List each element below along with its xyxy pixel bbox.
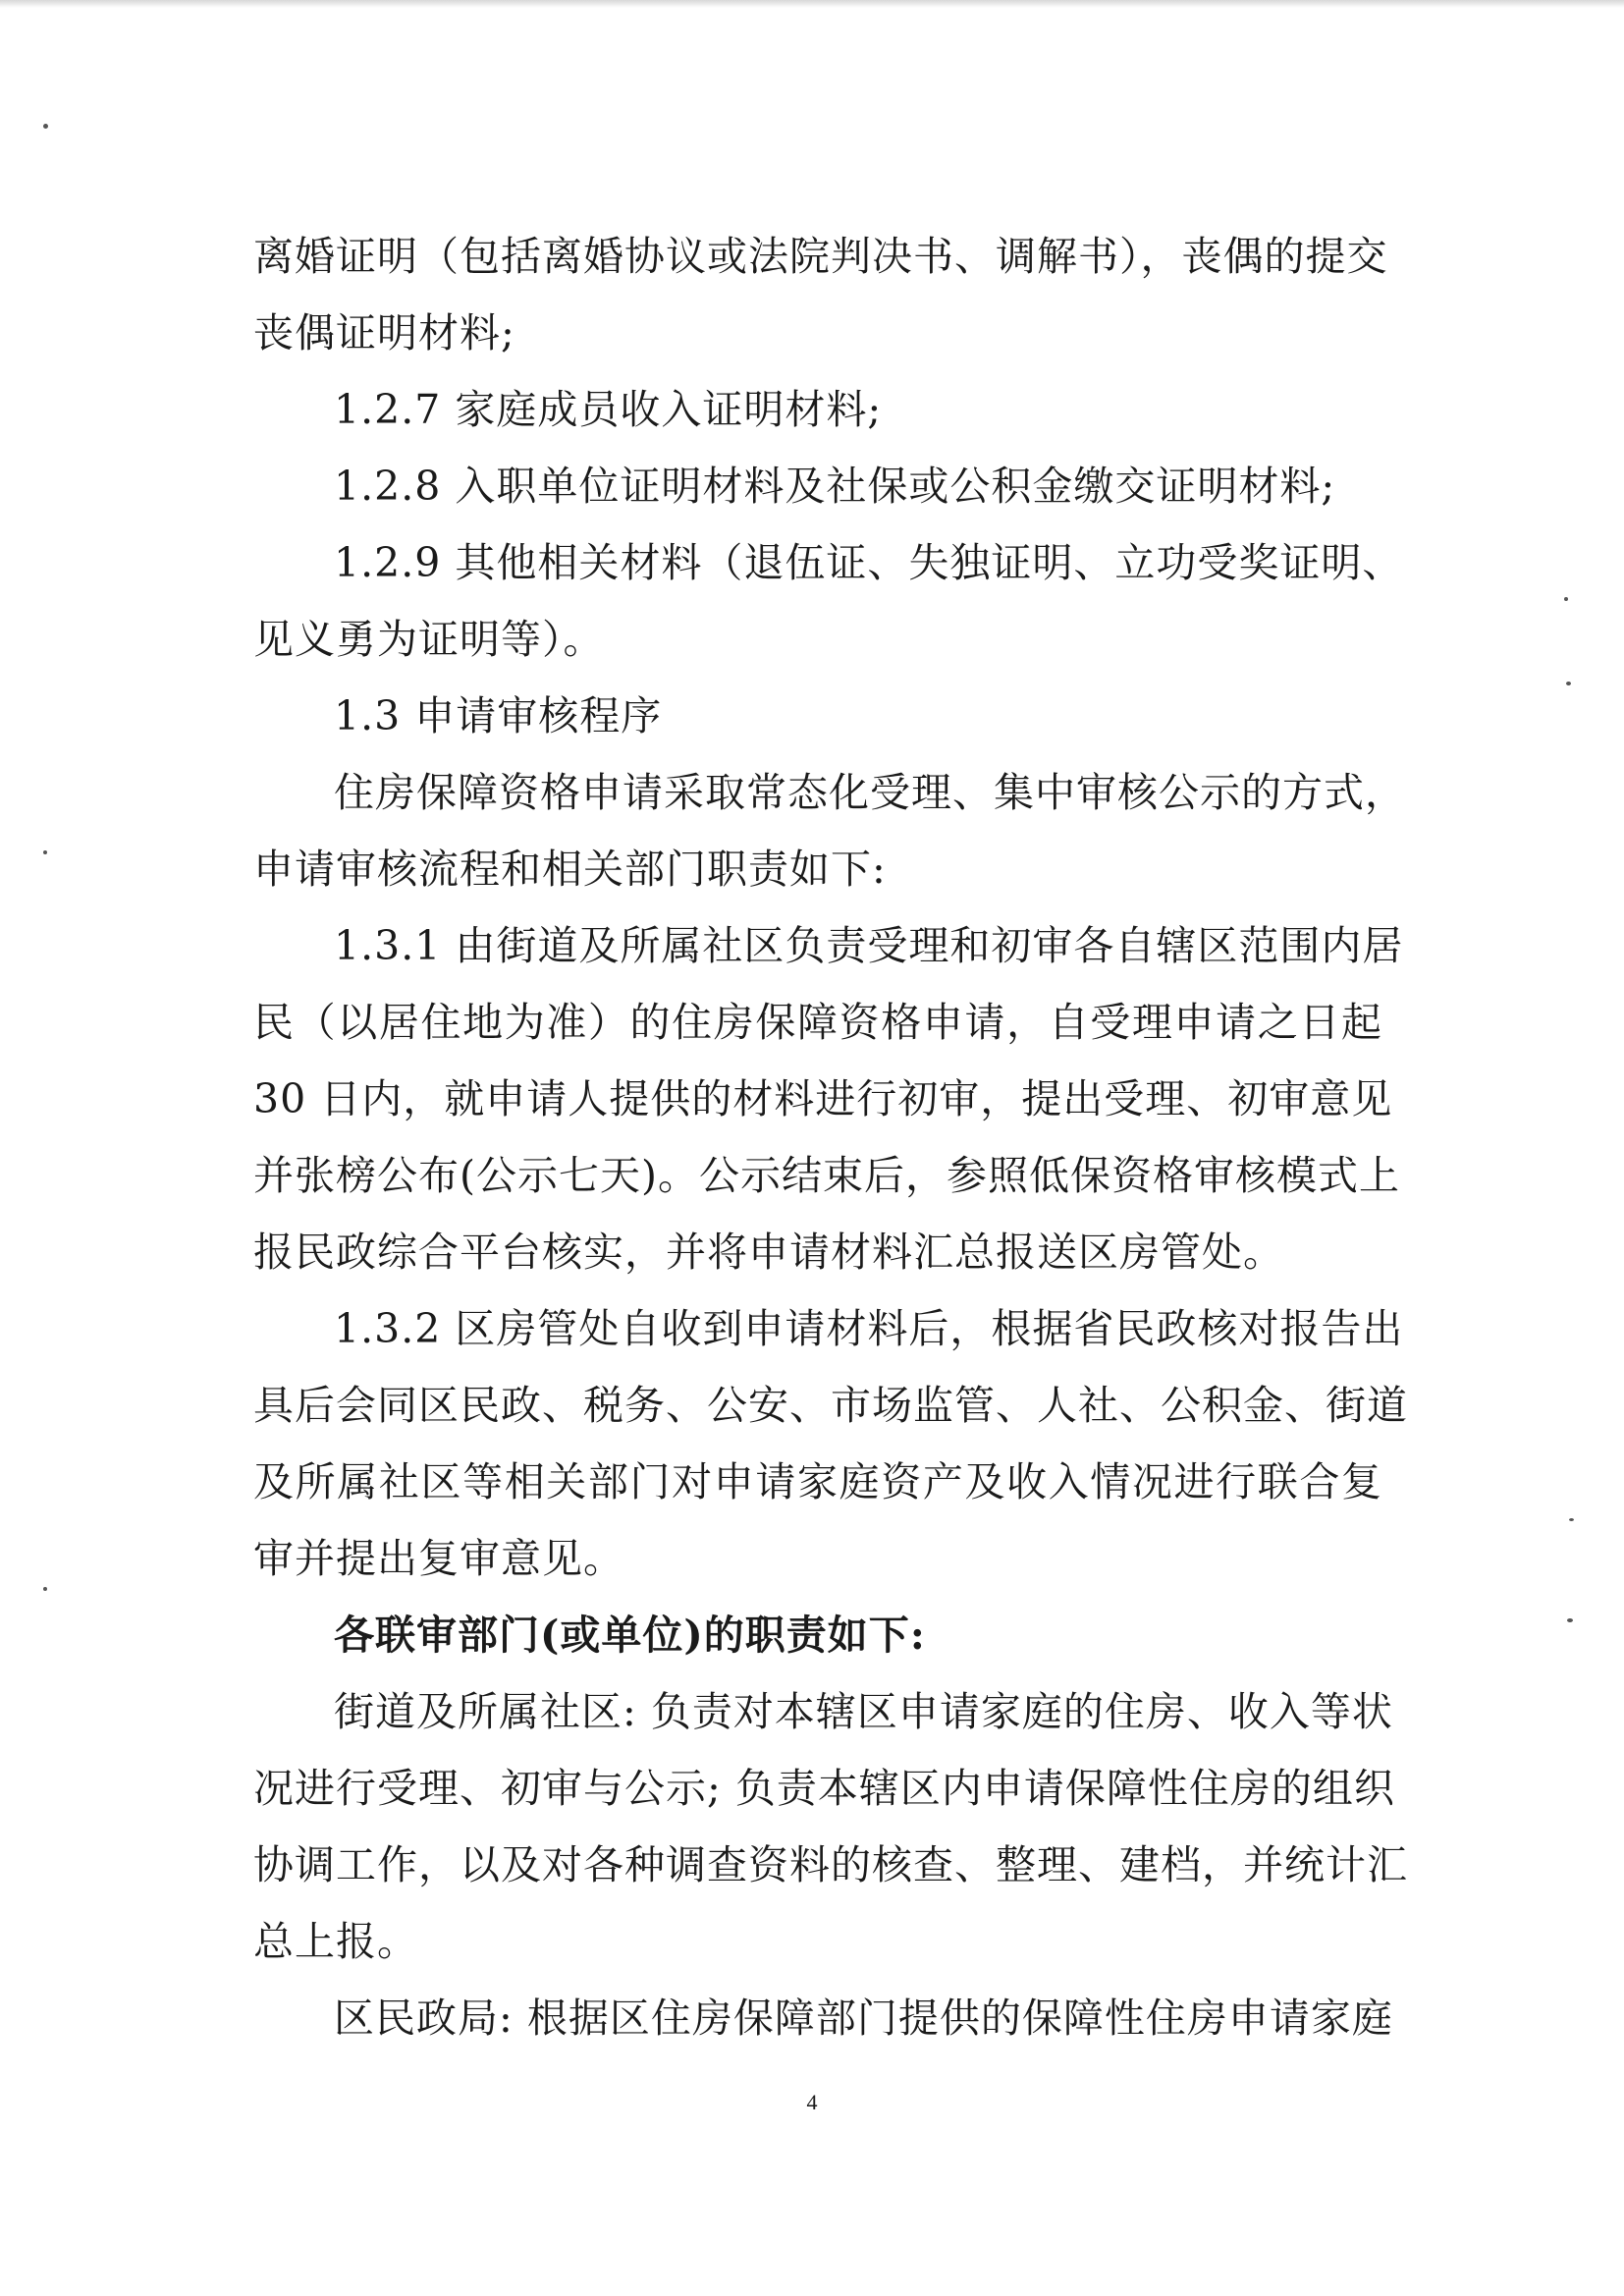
page-number: 4 — [806, 2090, 818, 2114]
scan-top-edge — [0, 0, 1624, 8]
text-line: 1.3 申请审核程序 — [334, 692, 663, 739]
document-body — [253, 218, 1408, 2056]
scan-speck — [43, 1587, 47, 1591]
text-line: 各联审部门(或单位)的职责如下: — [334, 1612, 926, 1659]
text-line: 丧偶证明材料; — [253, 309, 515, 356]
scan-speck — [1567, 1618, 1573, 1622]
text-line: 1.2.8 入职单位证明材料及社保或公积金缴交证明材料; — [334, 463, 1336, 510]
text-line: 并张榜公布(公示七天)。公示结束后，参照低保资格审核模式上 — [253, 1152, 1400, 1199]
text-line: 协调工作，以及对各种调查资料的核查、整理、建档，并统计汇 — [253, 1841, 1408, 1888]
text-line: 30 日内，就申请人提供的材料进行初审，提出受理、初审意见 — [253, 1075, 1393, 1122]
text-line: 总上报。 — [253, 1918, 418, 1965]
text-line: 审并提出复审意见。 — [253, 1535, 624, 1582]
text-line: 区民政局: 根据区住房保障部门提供的保障性住房申请家庭 — [334, 1995, 1393, 2042]
text-line: 1.3.1 由街道及所属社区负责受理和初审各自辖区范围内居 — [334, 922, 1404, 969]
text-line: 民（以居住地为准）的住房保障资格申请，自受理申请之日起 — [253, 999, 1382, 1046]
text-line: 况进行受理、初审与公示; 负责本辖区内申请保障性住房的组织 — [253, 1765, 1395, 1812]
text-line: 1.2.7 家庭成员收入证明材料; — [334, 386, 883, 433]
text-line: 报民政综合平台核实，并将申请材料汇总报送区房管处。 — [253, 1229, 1284, 1276]
scan-speck — [1569, 1518, 1574, 1521]
text-line: 1.3.2 区房管处自收到申请材料后，根据省民政核对报告出 — [334, 1305, 1404, 1352]
text-line: 具后会同区民政、税务、公安、市场监管、人社、公积金、街道 — [253, 1382, 1408, 1429]
text-line: 见义勇为证明等）。 — [253, 616, 605, 663]
text-line: 街道及所属社区: 负责对本辖区申请家庭的住房、收入等状 — [334, 1688, 1393, 1735]
scan-speck — [43, 124, 48, 129]
scan-speck — [1566, 682, 1571, 685]
scan-speck — [1564, 597, 1568, 601]
text-line: 1.2.9 其他相关材料（退伍证、失独证明、立功受奖证明、 — [334, 539, 1404, 586]
text-line: 及所属社区等相关部门对申请家庭资产及收入情况进行联合复 — [253, 1458, 1382, 1505]
scan-speck — [43, 850, 47, 854]
text-line: 申请审核流程和相关部门职责如下: — [253, 846, 887, 893]
text-line: 住房保障资格申请采取常态化受理、集中审核公示的方式， — [334, 769, 1406, 816]
text-line: 离婚证明（包括离婚协议或法院判决书、调解书），丧偶的提交 — [253, 233, 1388, 280]
